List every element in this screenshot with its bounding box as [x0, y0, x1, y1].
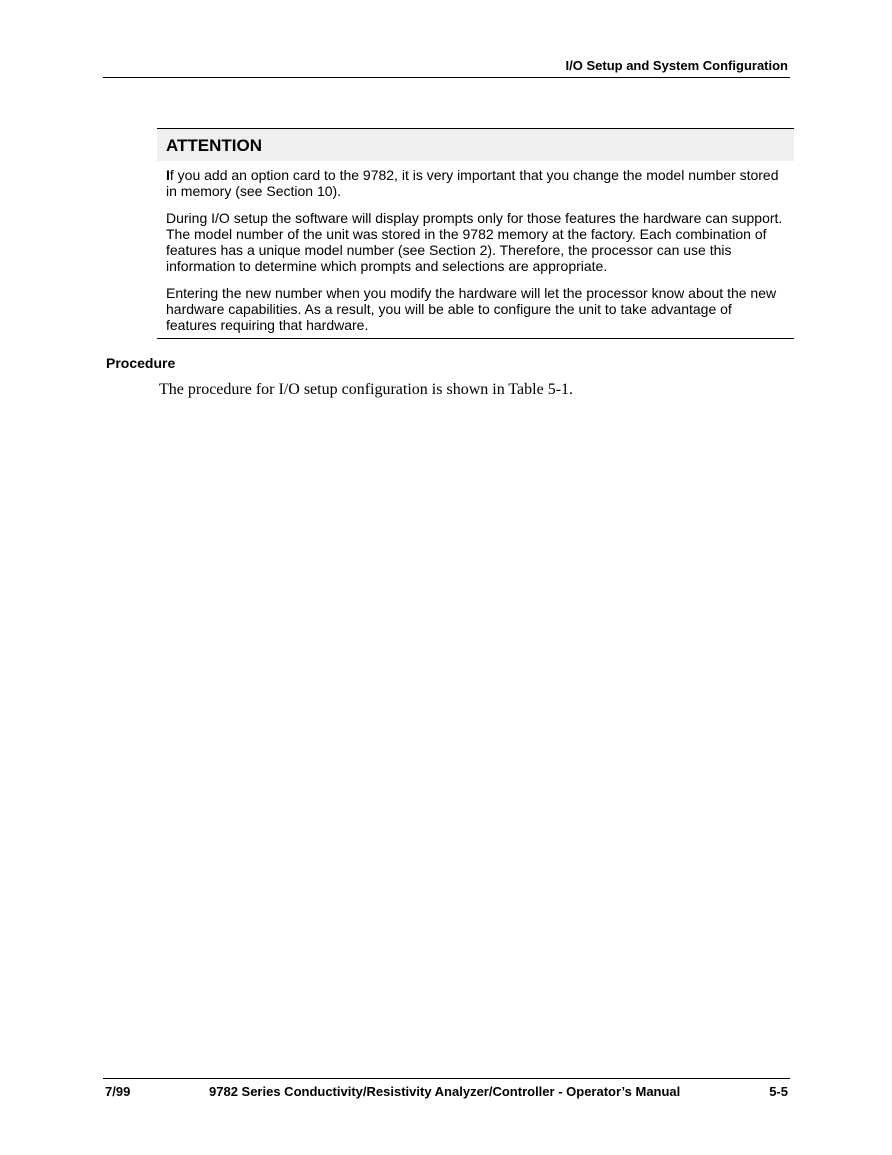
footer-page-number: 5-5	[769, 1084, 788, 1099]
procedure-text: The procedure for I/O setup configuration is shown in Table 5-1.	[159, 381, 574, 398]
attention-paragraph-1-body: f you add an option card to the 9782, it is very important that you change the model number stored in memory (see Section 10).	[166, 167, 779, 200]
attention-paragraph-1	[157, 161, 794, 200]
header-rule	[103, 77, 790, 78]
attention-heading: ATTENTION	[157, 129, 794, 161]
attention-paragraph-2: During I/O setup the software will display prompts only for those features the hardware can support. The model number of the unit was stored in the 9782 memory at the factory. Each combination of features has a unique model number (see Section 2). Therefore, the processor can use this information to determine which prompts and selections are appropriate.	[166, 209, 783, 275]
footer-rule	[103, 1078, 790, 1079]
footer-date: 7/99	[105, 1084, 131, 1099]
attention-paragraph-1-initial: I	[166, 167, 170, 183]
attention-paragraph-3: Entering the new number when you modify the hardware will let the processor know about the new hardware capabilities. As a result, you will be able to configure the unit to take advantage of features requiring that hardware.	[166, 284, 777, 334]
page-header-title: I/O Setup and System Configuration	[565, 58, 788, 73]
footer-manual-title: 9782 Series Conductivity/Resistivity Analyzer/Controller - Operator’s Manual	[209, 1084, 681, 1099]
procedure-heading: Procedure	[106, 355, 176, 371]
attention-box	[157, 128, 794, 339]
